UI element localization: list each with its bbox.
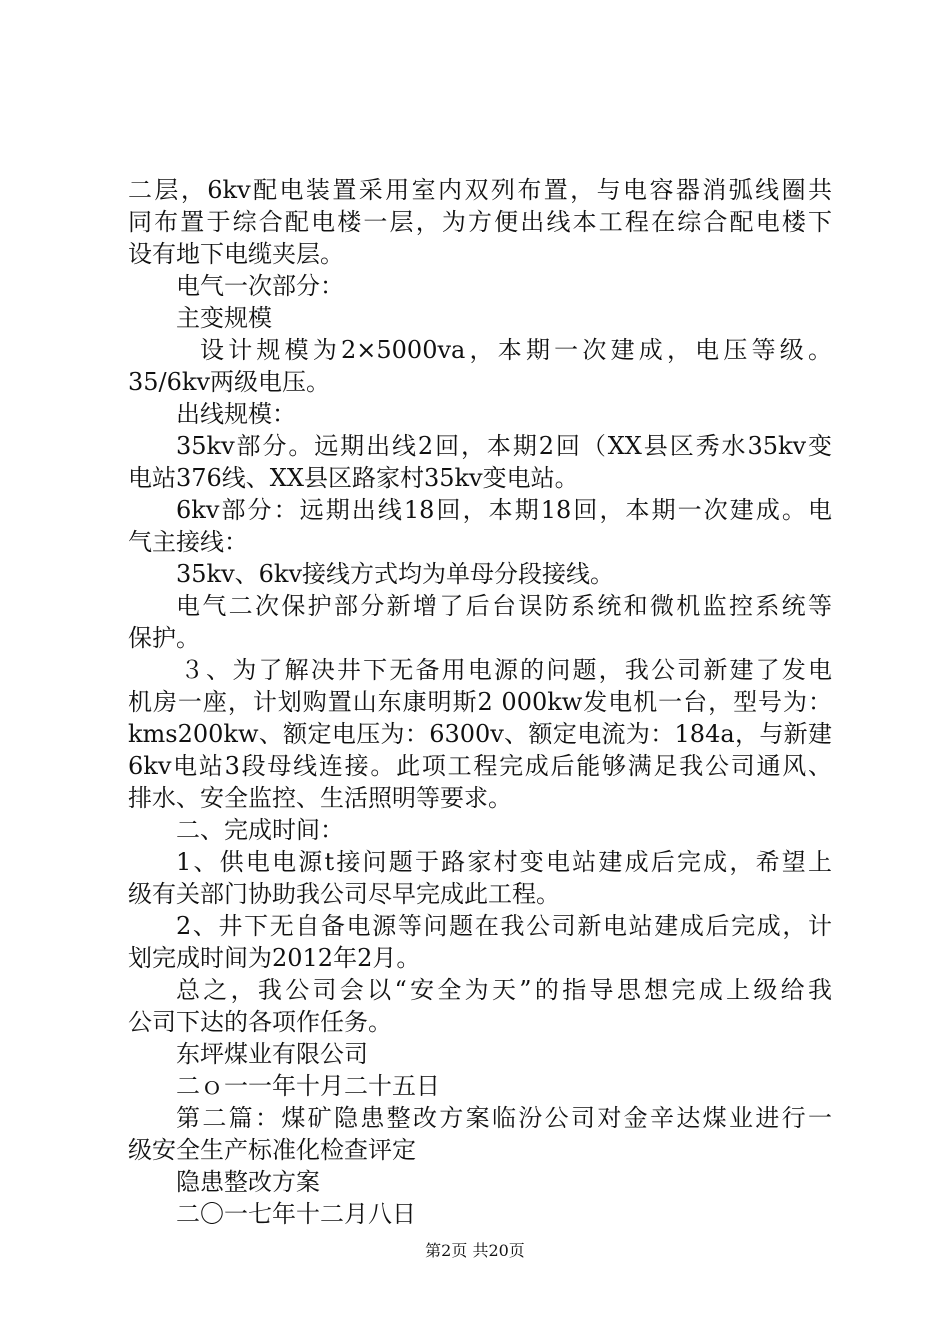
body-line: 电气二次保护部分新增了后台误防系统和微机监控系统等 [176, 592, 832, 620]
sub-heading: 主变规模 [176, 304, 272, 332]
body-line: 35kv部分。远期出线2回，本期2回（XX县区秀水35kv变 [176, 432, 832, 460]
body-line: 级有关部门协助我公司尽早完成此工程。 [128, 880, 560, 908]
document-date: 二〇一七年十二月八日 [176, 1200, 416, 1228]
body-line: 二层，6kv配电装置采用室内双列布置，与电容器消弧线圈共 [128, 176, 832, 204]
chapter-title-continued: 级安全生产标准化检查评定 [128, 1136, 416, 1164]
sub-heading: 出线规模： [176, 400, 296, 428]
page-number-footer: 第2页 共20页 [425, 1241, 525, 1260]
body-line: 总之，我公司会以“安全为天”的指导思想完成上级给我 [176, 976, 832, 1004]
sub-heading: 隐患整改方案 [176, 1168, 320, 1196]
document-body [128, 174, 832, 1230]
section-heading: 电气一次部分： [176, 272, 344, 300]
body-line: 1、供电电源t接问题于路家村变电站建成后完成，希望上 [176, 848, 832, 876]
signature-company: 东坪煤业有限公司 [176, 1040, 368, 1068]
body-line: kms200kw、额定电压为：6300v、额定电流为：184a，与新建 [128, 720, 832, 748]
body-line: 保护。 [128, 624, 200, 652]
body-line: 6kv电站3段母线连接。此项工程完成后能够满足我公司通风、 [128, 752, 832, 780]
body-line: 同布置于综合配电楼一层，为方便出线本工程在综合配电楼下 [128, 208, 832, 236]
body-line: 公司下达的各项作任务。 [128, 1008, 392, 1036]
body-line: 机房一座，计划购置山东康明斯2 000kw发电机一台，型号为： [128, 688, 832, 716]
body-line: 35kv、6kv接线方式均为单母分段接线。 [176, 560, 615, 588]
body-line: 电站376线、XX县区路家村35kv变电站。 [128, 464, 579, 492]
signature-date: 二ｏ一一年十月二十五日 [176, 1072, 440, 1100]
body-line: 设计规模为2×5000va，本期一次建成，电压等级。 [200, 336, 832, 364]
body-line: 设有地下电缆夹层。 [128, 240, 344, 268]
body-line: ３、为了解决井下无备用电源的问题，我公司新建了发电 [180, 656, 832, 684]
body-line: 气主接线： [128, 528, 248, 556]
body-line: 6kv部分：远期出线18回，本期18回，本期一次建成。电 [176, 496, 832, 524]
body-line: 划完成时间为2012年2月。 [128, 944, 421, 972]
body-line: 35/6kv两级电压。 [128, 368, 330, 396]
section-heading: 二、完成时间： [176, 816, 344, 844]
body-line: 排水、安全监控、生活照明等要求。 [128, 784, 512, 812]
chapter-title: 第二篇：煤矿隐患整改方案临汾公司对金辛达煤业进行一 [176, 1104, 832, 1132]
body-line: 2、井下无自备电源等问题在我公司新电站建成后完成，计 [176, 912, 832, 940]
